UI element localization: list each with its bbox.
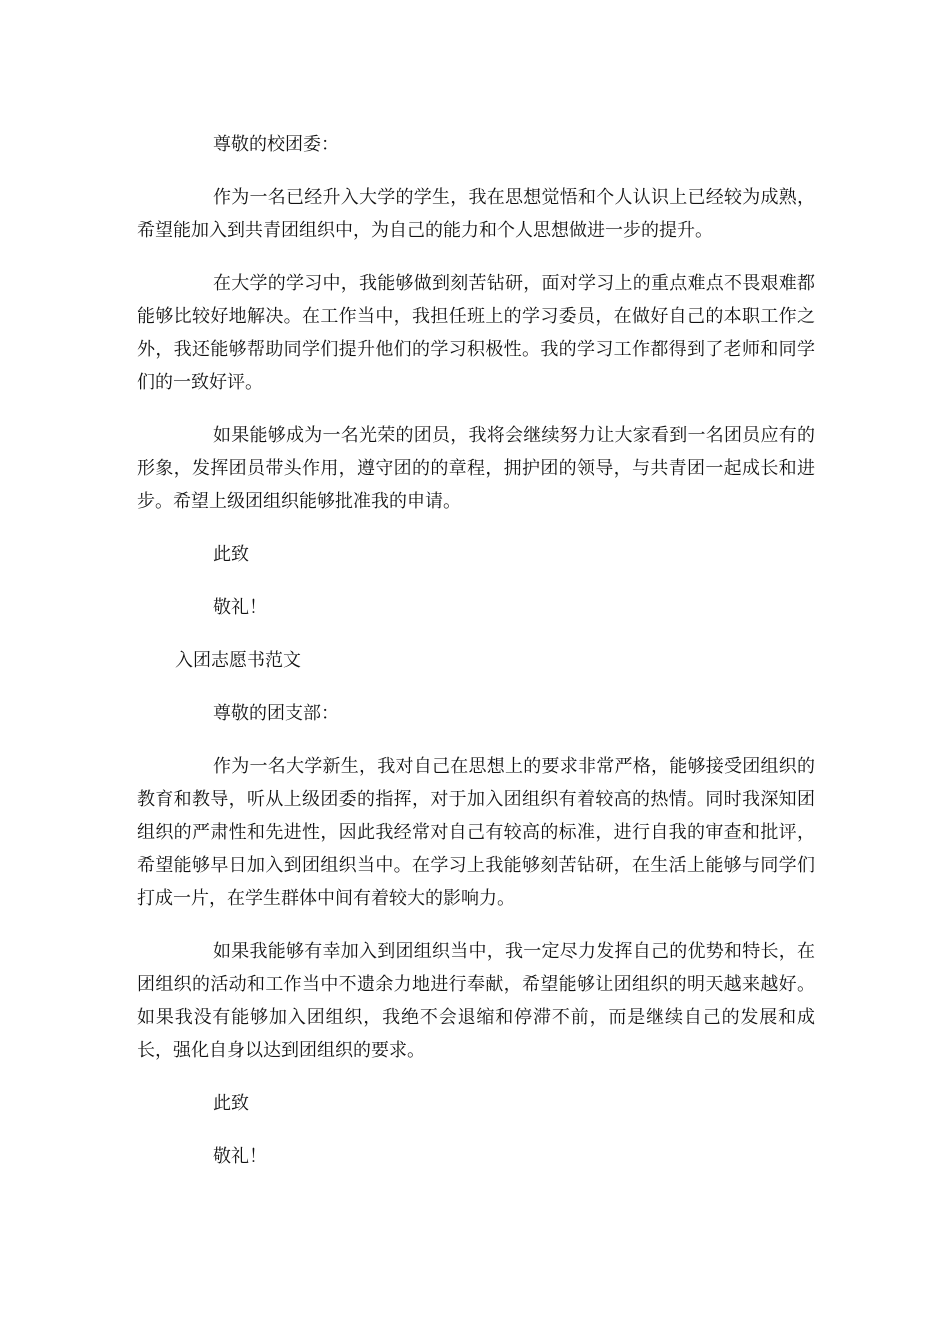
closing-regards-1: 此致 bbox=[213, 544, 249, 565]
closing-salute-1: 敬礼！ bbox=[213, 597, 267, 618]
paragraph-1: 作为一名已经升入大学的学生，我在思想觉悟和个人认识上已经较为成熟，希望能加入到共青团组织中，为自己的能力和个人思想做进一步的提升。 bbox=[137, 187, 815, 241]
closing-salute-2: 敬礼！ bbox=[213, 1146, 267, 1167]
salutation-league-branch: 尊敬的团支部： bbox=[213, 703, 339, 724]
paragraph-2: 在大学的学习中，我能够做到刻苦钻研，面对学习上的重点难点不畏艰难都能够比较好地解决。在工作当中，我担任班上的学习委员，在做好自己的本职工作之外，我还能够帮助同学们提升他们的学习积极性。我的学习工作都得到了老师和同学们的一致好评。 bbox=[137, 273, 815, 393]
paragraph-4: 作为一名大学新生，我对自己在思想上的要求非常严格，能够接受团组织的教育和教导，听从上级团委的指挥，对于加入团组织有着较高的热情。同时我深知团组织的严肃性和先进性，因此我经常对自己有较高的标准，进行自我的审查和批评，希望能够早日加入到团组织当中。在学习上我能够刻苦钻研，在生活上能够与同学们打成一片，在学生群体中间有着较大的影响力。 bbox=[137, 756, 815, 909]
document-content bbox=[137, 128, 815, 1173]
paragraph-3: 如果能够成为一名光荣的团员，我将会继续努力让大家看到一名团员应有的形象，发挥团员带头作用，遵守团的的章程，拥护团的领导，与共青团一起成长和进步。希望上级团组织能够批准我的申请。 bbox=[137, 425, 815, 512]
closing-regards-2: 此致 bbox=[213, 1093, 249, 1114]
salutation-school-league: 尊敬的校团委： bbox=[213, 134, 339, 155]
paragraph-5: 如果我能够有幸加入到团组织当中，我一定尽力发挥自己的优势和特长，在团组织的活动和工作当中不遗余力地进行奉献，希望能够让团组织的明天越来越好。如果我没有能够加入团组织，我绝不会退缩和停滞不前，而是继续自己的发展和成长，强化自身以达到团组织的要求。 bbox=[137, 941, 815, 1061]
section-title: 入团志愿书范文 bbox=[175, 650, 301, 671]
